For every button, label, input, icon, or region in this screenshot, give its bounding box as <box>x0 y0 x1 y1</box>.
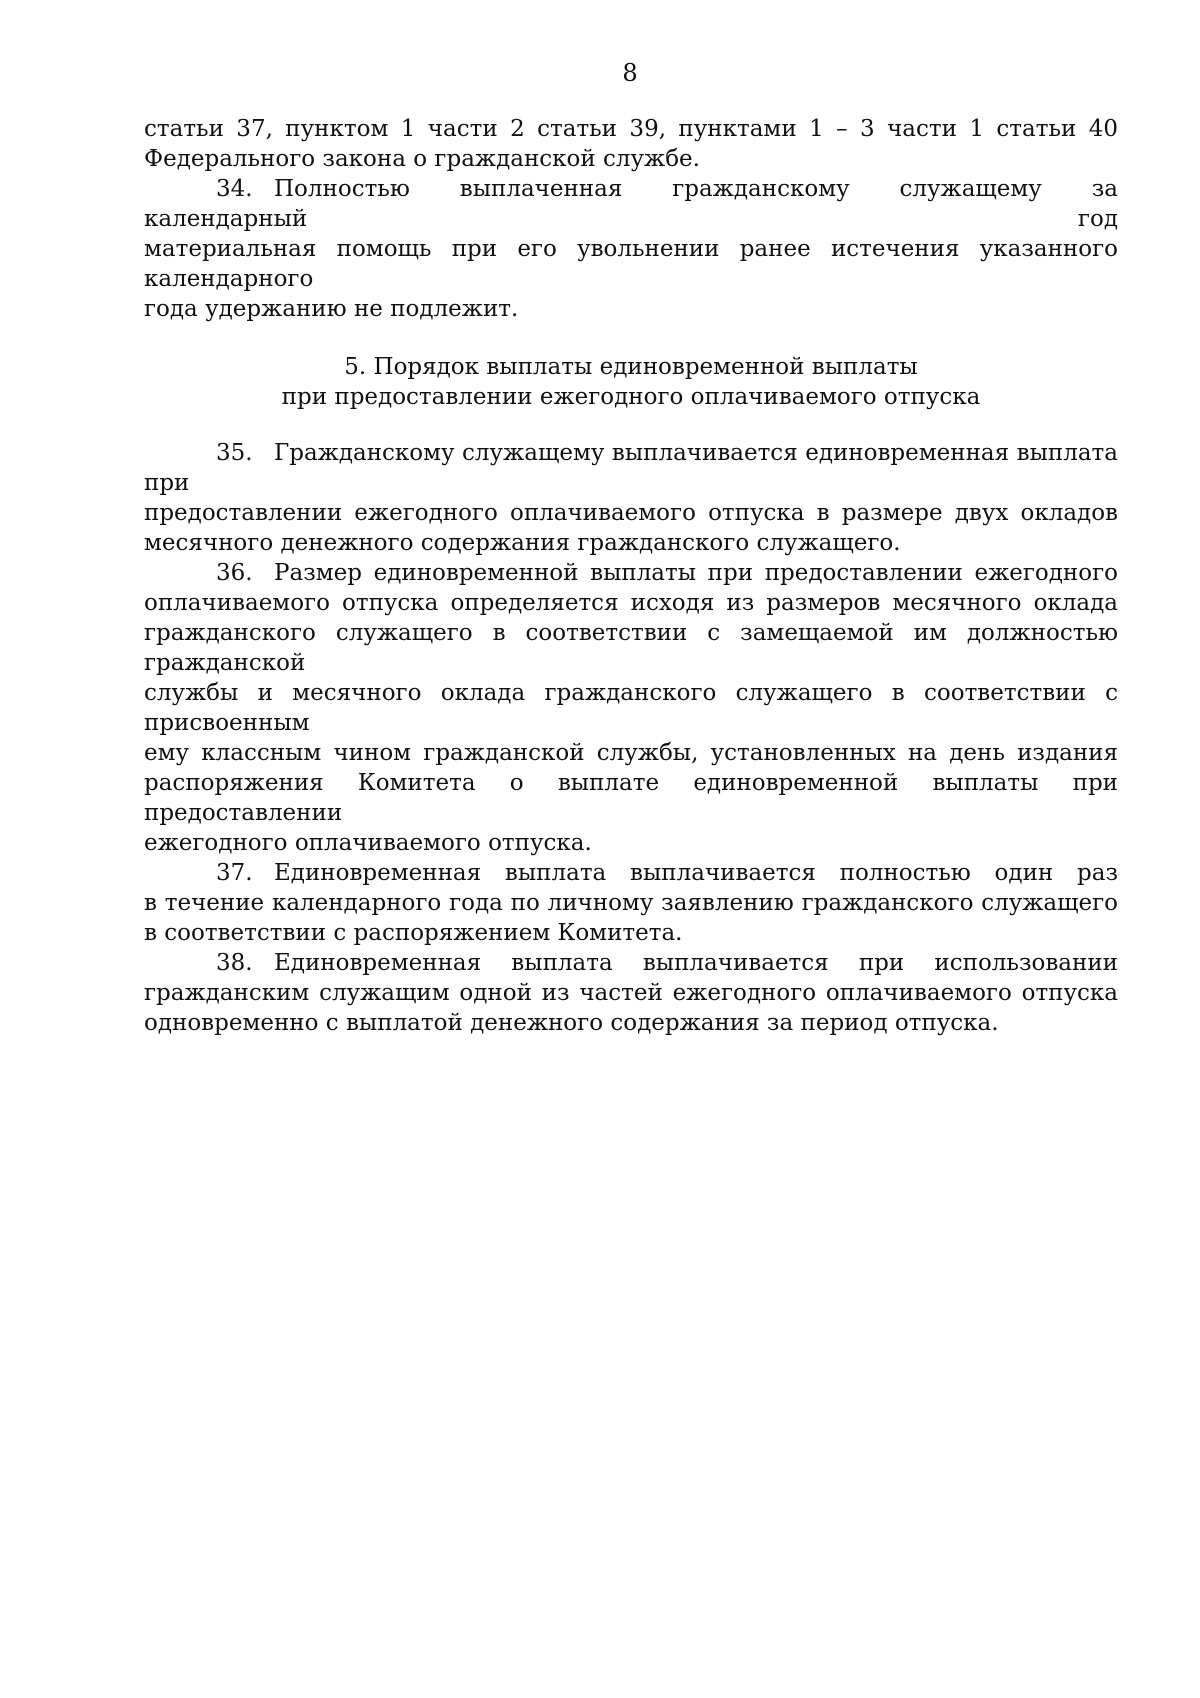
paragraph-text: Полностью выплаченная гражданскому служащему за календарный год <box>144 176 1118 232</box>
paragraph-p37 <box>144 858 1118 948</box>
paragraph-line <box>144 858 1118 888</box>
paragraph-text: года удержанию не подлежит. <box>144 296 519 322</box>
paragraph-line <box>144 918 1118 948</box>
paragraph-line <box>144 888 1118 918</box>
section-heading-line-2: при предоставлении ежегодного оплачиваемого отпуска <box>281 384 981 410</box>
paragraph-line <box>144 738 1118 768</box>
paragraph-text: предоставлении ежегодного оплачиваемого отпуска в размере двух окладов <box>144 500 1118 526</box>
paragraph-line <box>144 528 1118 558</box>
bottom-paragraphs <box>144 438 1118 1038</box>
paragraph-line <box>144 1008 1118 1038</box>
paragraph-number: 38. <box>216 950 253 976</box>
paragraph-p38 <box>144 948 1118 1038</box>
paragraph-p34 <box>144 174 1118 324</box>
paragraph-line <box>144 438 1118 498</box>
paragraph-line <box>144 768 1118 828</box>
paragraph-text: Единовременная выплата выплачивается при использовании <box>274 950 1118 976</box>
paragraph-line <box>144 294 1118 324</box>
paragraph-line <box>144 588 1118 618</box>
paragraph-text: гражданским служащим одной из частей ежегодного оплачиваемого отпуска <box>144 980 1118 1006</box>
paragraph-line <box>144 144 1118 174</box>
paragraph-text: Единовременная выплата выплачивается полностью один раз <box>274 860 1118 886</box>
paragraph-text: распоряжения Комитета о выплате единовременной выплаты при предоставлении <box>144 770 1118 826</box>
document-body <box>144 114 1118 1038</box>
paragraph-number: 36. <box>216 560 253 586</box>
paragraph-text: в соответствии с распоряжением Комитета. <box>144 920 683 946</box>
paragraph-text: Гражданскому служащему выплачивается единовременная выплата при <box>144 440 1118 496</box>
paragraph-text: месячного денежного содержания гражданского служащего. <box>144 530 901 556</box>
paragraph-text: ему классным чином гражданской службы, установленных на день издания <box>144 740 1118 766</box>
section-heading-line-1: 5. Порядок выплаты единовременной выплаты <box>344 354 918 380</box>
paragraph-line <box>144 234 1118 294</box>
paragraph-p35 <box>144 438 1118 558</box>
paragraph-number: 34. <box>216 176 253 202</box>
paragraph-number: 35. <box>216 440 253 466</box>
paragraph-line <box>144 498 1118 528</box>
paragraph-number: 37. <box>216 860 253 886</box>
paragraph-line <box>144 828 1118 858</box>
paragraph-text: ежегодного оплачиваемого отпуска. <box>144 830 592 856</box>
paragraph-text: одновременно с выплатой денежного содержания за период отпуска. <box>144 1010 999 1036</box>
paragraph-text: статьи 37, пунктом 1 части 2 статьи 39, пунктами 1 – 3 части 1 статьи 40 <box>144 116 1118 142</box>
paragraph-line <box>144 948 1118 978</box>
paragraph-line <box>144 174 1118 234</box>
page-number: 8 <box>622 59 638 87</box>
paragraph-text: оплачиваемого отпуска определяется исходя из размеров месячного оклада <box>144 590 1118 616</box>
paragraph-line <box>144 978 1118 1008</box>
section-heading <box>144 352 1118 412</box>
paragraph-line <box>144 114 1118 144</box>
paragraph-text: Размер единовременной выплаты при предоставлении ежегодного <box>274 560 1118 586</box>
paragraph-p36 <box>144 558 1118 858</box>
paragraph-line <box>144 558 1118 588</box>
top-paragraphs <box>144 114 1118 324</box>
paragraph-text: службы и месячного оклада гражданского служащего в соответствии с присвоенным <box>144 680 1118 736</box>
paragraph-cont <box>144 114 1118 174</box>
paragraph-line <box>144 678 1118 738</box>
paragraph-text: гражданского служащего в соответствии с замещаемой им должностью гражданской <box>144 620 1118 676</box>
paragraph-text: материальная помощь при его увольнении ранее истечения указанного календарного <box>144 236 1118 292</box>
paragraph-line <box>144 618 1118 678</box>
paragraph-text: Федерального закона о гражданской службе. <box>144 146 700 172</box>
paragraph-text: в течение календарного года по личному заявлению гражданского служащего <box>144 890 1118 916</box>
